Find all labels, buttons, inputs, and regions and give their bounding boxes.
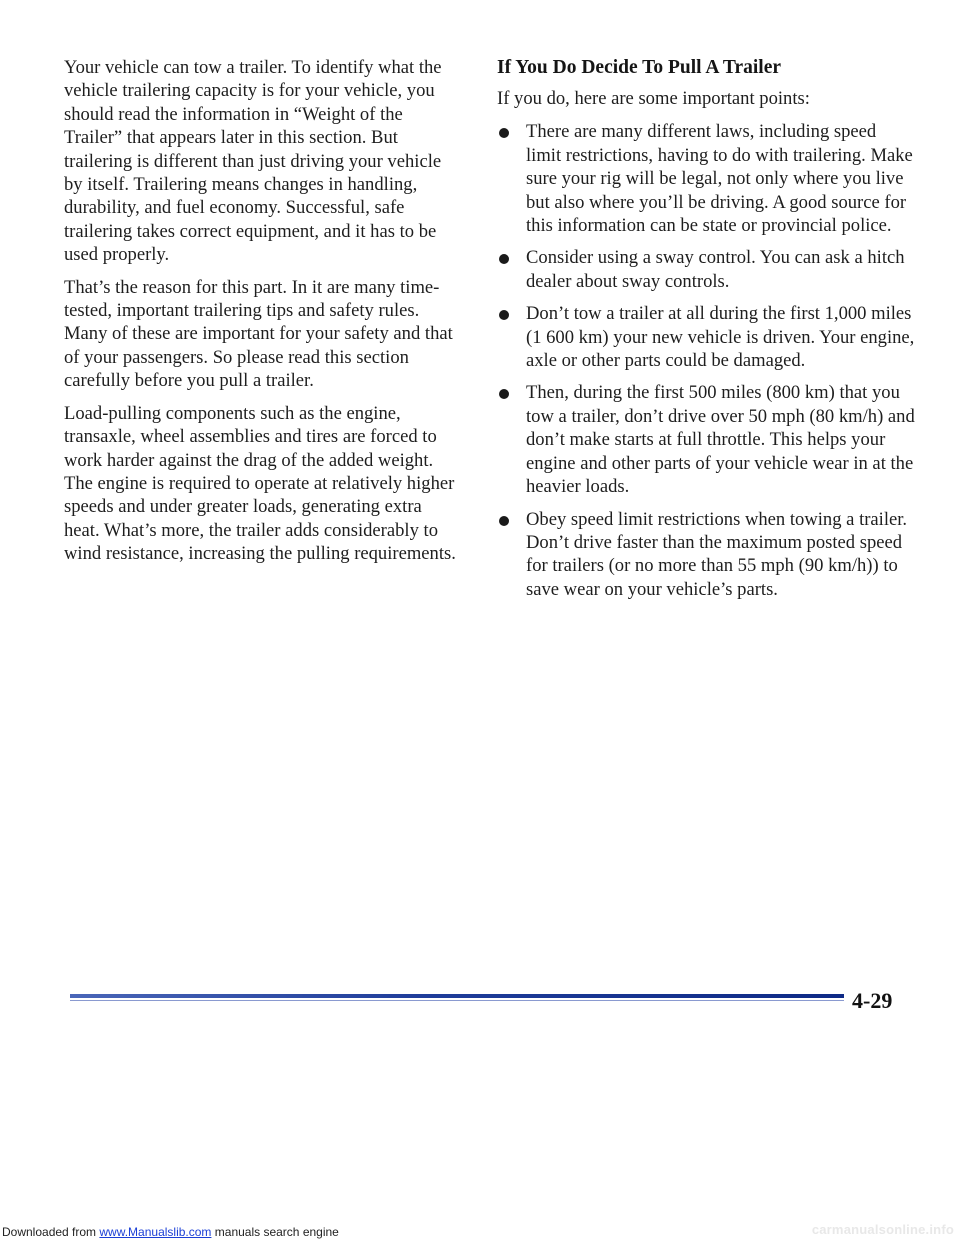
manualslib-link[interactable]: www.Manualslib.com [99, 1225, 212, 1239]
bullet-list [497, 120, 915, 601]
divider-rule-thin [70, 1000, 844, 1001]
bullet-icon [499, 128, 509, 138]
list-item [497, 508, 915, 602]
page-number: 4-29 [852, 988, 893, 1013]
list-item [497, 381, 915, 498]
list-item-text: Consider using a sway control. You can ask a hitch dealer about sway controls. [526, 247, 905, 292]
list-item [497, 302, 915, 372]
section-intro: If you do, here are some important points: [497, 88, 810, 109]
download-footer [0, 1222, 960, 1242]
page-footer-rule [0, 988, 960, 1028]
paragraph-reason: That’s the reason for this part. In it are many time-tested, important trailering tips and safety rules. Many of these are important for your safety and that of your passengers. So please read this section carefully before you pull a trailer. [64, 276, 453, 392]
bullet-icon [499, 516, 509, 526]
left-column [64, 56, 462, 575]
bullet-icon [499, 389, 509, 399]
list-item [497, 246, 915, 293]
footer-suffix: manuals search engine [211, 1225, 339, 1239]
bullet-icon [499, 254, 509, 264]
footer-prefix: Downloaded from [2, 1225, 100, 1239]
paragraph-load-pulling: Load-pulling components such as the engine, transaxle, wheel assemblies and tires are forced to work harder against the drag of the added weight. The engine is required to operate at relatively higher speeds and under greater loads, generating extra heat. What’s more, the trailer adds considerably to wind resistance, increasing the pulling requirements. [64, 402, 456, 565]
watermark: carmanualsonline.info [811, 1222, 954, 1237]
list-item-text: Then, during the first 500 miles (800 km) that you tow a trailer, don’t drive over 50 mph (80 km/h) and don’t make starts at full throttle. This helps your engine and other parts of your vehicle wear in at the heavier loads. [526, 382, 915, 498]
bullet-icon [499, 310, 509, 320]
section-heading: If You Do Decide To Pull A Trailer [497, 57, 782, 78]
footer-credit [2, 1224, 339, 1240]
divider-rule [70, 994, 844, 998]
list-item-text: Obey speed limit restrictions when towing a trailer. Don’t drive faster than the maximum posted speed for trailers (or no more than 55 mph (90 km/h)) to save wear on your vehicle’s parts. [526, 508, 908, 600]
list-item-text: There are many different laws, including speed limit restrictions, having to do with trailering. Make sure your rig will be legal, not only where you live but also where you’ll be driving. A good source for this information can be state or provincial police. [526, 121, 913, 237]
list-item [497, 120, 915, 237]
right-column [497, 56, 915, 610]
paragraph-intro: Your vehicle can tow a trailer. To identify what the vehicle trailering capacity is for your vehicle, you should read the information in “Weight of the Trailer” that appears later in this section. But trailering is different than just driving your vehicle by itself. Trailering means changes in handling, durability, and fuel economy. Successful, safe trailering takes correct equipment, and it has to be used properly. [64, 57, 442, 266]
list-item-text: Don’t tow a trailer at all during the first 1,000 miles (1 600 km) your new vehicle is driven. Your engine, axle or other parts could be damaged. [526, 303, 915, 372]
